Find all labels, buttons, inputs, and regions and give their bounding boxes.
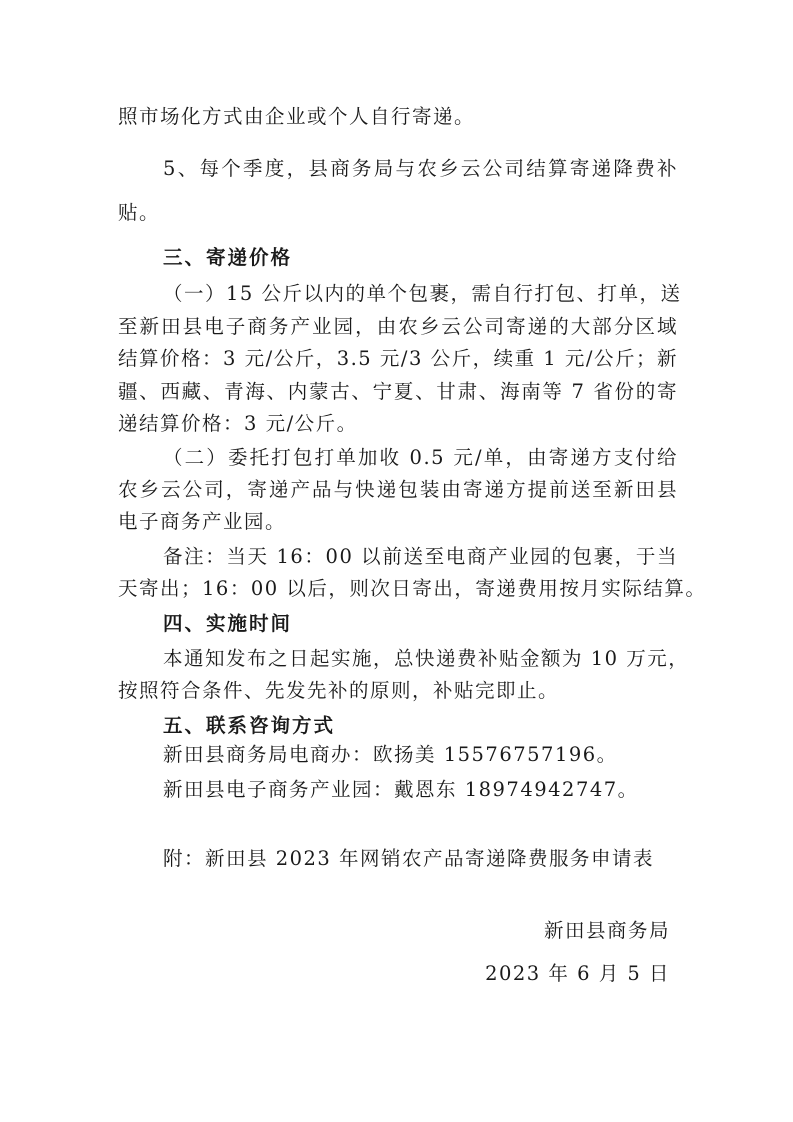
paragraph-line: （一）15 公斤以内的单个包裹，需自行打包、打单，送 <box>163 282 682 305</box>
issuer-signature: 新田县商务局 <box>543 919 670 942</box>
contact-line: 新田县商务局电商办：欧扬美 15576757196。 <box>163 743 618 766</box>
paragraph-line: 电子商务产业园。 <box>118 510 287 533</box>
paragraph-line: 至新田县电子商务产业园，由农乡云公司寄递的大部分区域 <box>118 315 678 338</box>
contact-line: 新田县电子商务产业园：戴恩东 18974942747。 <box>163 778 639 801</box>
section-heading-implementation: 四、实施时间 <box>163 612 293 635</box>
paragraph-line: 按照符合条件、先发先补的原则，补贴完即止。 <box>118 679 560 702</box>
paragraph-line: 本通知发布之日起实施，总快递费补贴金额为 10 万元， <box>163 647 690 670</box>
section-heading-pricing: 三、寄递价格 <box>163 246 293 269</box>
paragraph-line: 疆、西藏、青海、内蒙古、宁夏、甘肃、海南等 7 省份的寄 <box>118 380 678 403</box>
paragraph-line: 备注：当天 16：00 以前送至电商产业园的包裹，于当 <box>163 545 678 568</box>
section-heading-contact: 五、联系咨询方式 <box>163 714 336 737</box>
paragraph-line: 照市场化方式由企业或个人自行寄递。 <box>118 105 476 128</box>
paragraph-line: 5、每个季度，县商务局与农乡云公司结算寄递降费补 <box>163 157 678 180</box>
paragraph-line: （二）委托打包打单加收 0.5 元/单，由寄递方支付给 <box>163 446 678 469</box>
paragraph-line: 天寄出；16：00 以后，则次日寄出，寄递费用按月实际结算。 <box>118 577 707 600</box>
attachment-line: 附：新田县 2023 年网销农产品寄递降费服务申请表 <box>163 847 655 870</box>
paragraph-line: 递结算价格：3 元/公斤。 <box>118 412 358 435</box>
paragraph-line: 结算价格：3 元/公斤，3.5 元/3 公斤，续重 1 元/公斤；新 <box>118 347 678 370</box>
paragraph-line: 贴。 <box>118 201 161 224</box>
paragraph-line: 农乡云公司，寄递产品与快递包装由寄递方提前送至新田县 <box>118 478 678 501</box>
issue-date: 2023 年 6 月 5 日 <box>485 962 670 985</box>
